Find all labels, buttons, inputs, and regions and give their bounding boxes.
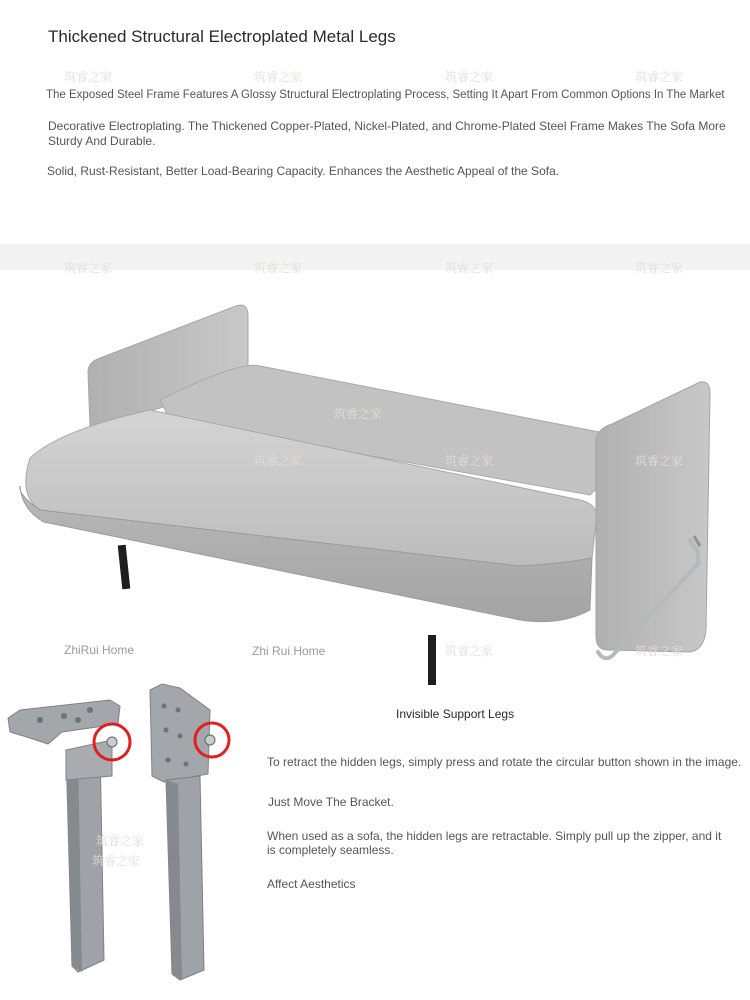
watermark-cn: 筑睿之家 (64, 70, 113, 84)
description-line-1: The Exposed Steel Frame Features A Glossy Structural Electroplating Process, Setting It Apart From Common Options In The Market (46, 89, 725, 101)
watermark-cn: 筑睿之家 (334, 407, 383, 421)
watermark-cn: 筑睿之家 (96, 834, 145, 848)
watermark-cn: 筑睿之家 (445, 454, 494, 468)
watermark-cn: 筑睿之家 (64, 261, 113, 275)
description-line-2: Decorative Electroplating. The Thickened Copper-Plated, Nickel-Plated, and Chrome-Plated Steel Frame Makes The Sofa More Sturdy And Durable. (48, 119, 726, 148)
watermark-cn: 筑睿之家 (445, 261, 494, 275)
sofa-bed-image (0, 290, 750, 690)
watermark-en: Zhi Rui Home (252, 644, 326, 658)
description-line-3: Solid, Rust-Resistant, Better Load-Bearing Capacity. Enhances the Aesthetic Appeal of the Sofa. (47, 164, 560, 178)
watermark-cn: 筑睿之家 (635, 644, 684, 658)
watermark-cn: 筑睿之家 (635, 70, 684, 84)
watermark-cn: 筑睿之家 (445, 644, 494, 658)
watermark-en: ZhiRui Home (64, 643, 135, 657)
watermark-cn: 筑睿之家 (254, 261, 303, 275)
legs-instruction-3: When used as a sofa, the hidden legs are retractable. Simply pull up the zipper, and it is completely seamless. (267, 829, 722, 857)
watermark-cn: 筑睿之家 (254, 70, 303, 84)
watermark-cn: 筑睿之家 (635, 261, 684, 275)
hidden-legs-image (0, 680, 260, 990)
watermark-cn: 筑睿之家 (92, 854, 141, 868)
legs-instruction-1: To retract the hidden legs, simply press and rotate the circular button shown in the image. (267, 755, 742, 769)
section-title: Thickened Structural Electroplated Metal Legs (48, 27, 396, 46)
legs-instruction-4: Affect Aesthetics (267, 877, 356, 891)
watermark-cn: 筑睿之家 (445, 70, 494, 84)
legs-instruction-2: Just Move The Bracket. (268, 795, 394, 809)
watermark-cn: 筑睿之家 (254, 454, 303, 468)
watermark-cn: 筑睿之家 (635, 454, 684, 468)
divider-band (0, 244, 750, 270)
legs-caption: Invisible Support Legs (396, 707, 515, 721)
